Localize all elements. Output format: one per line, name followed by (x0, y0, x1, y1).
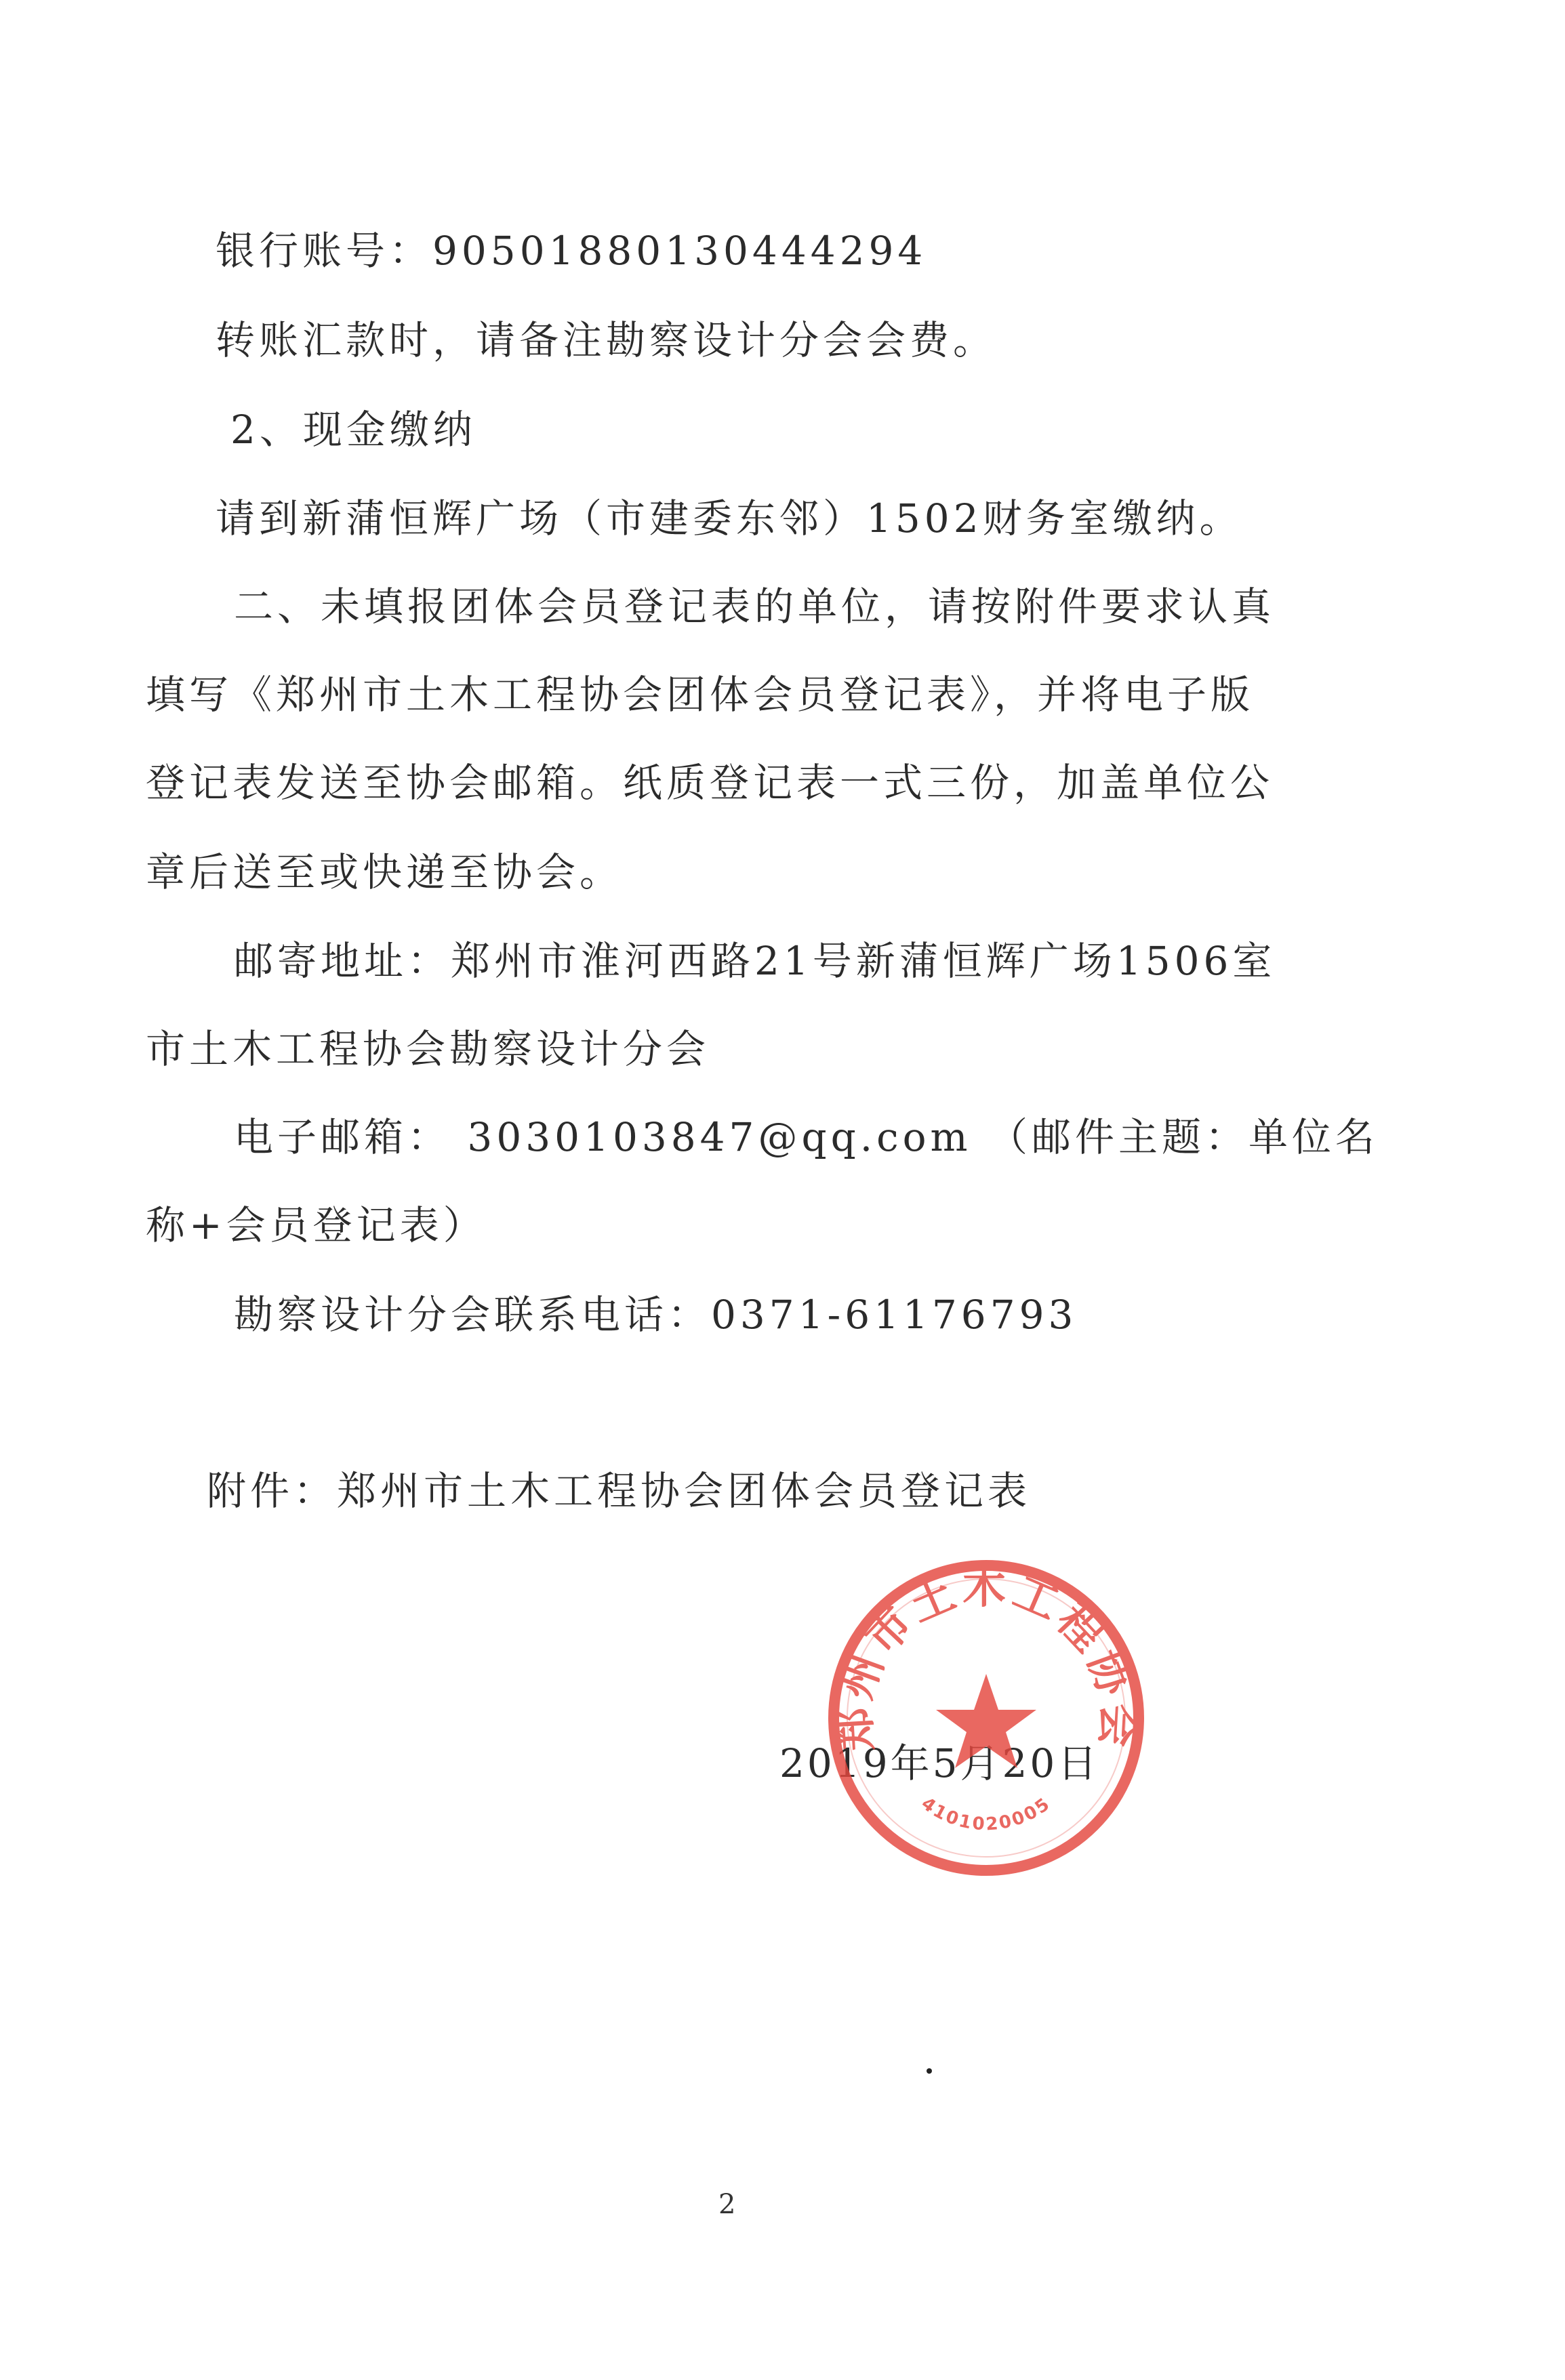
email-line-2 (146, 1198, 487, 1252)
paragraph-text: 电子邮箱： 3030103847@qq.com （邮件主题：单位名 (234, 1114, 1379, 1160)
paragraph-text: 附件：郑州市土木工程协会团体会员登记表 (207, 1468, 1032, 1514)
seal-star-icon (936, 1674, 1036, 1768)
paragraph-text: 银行账号：90501880130444294 (216, 228, 927, 274)
cash-address-line (216, 491, 1243, 546)
mail-address-line-2 (146, 1022, 710, 1076)
paragraph-text: 章后送至或快递至协会。 (146, 849, 624, 895)
section2-line-3 (146, 756, 1274, 810)
paragraph-text: 勘察设计分会联系电话：0371-61176793 (234, 1292, 1078, 1338)
paragraph-text: 请到新蒲恒辉广场（市建委东邻）1502财务室缴纳。 (216, 495, 1243, 541)
attachment-line (207, 1464, 1031, 1518)
section2-line-2 (146, 668, 1254, 722)
paragraph-text: 称+会员登记表） (146, 1202, 487, 1248)
transfer-note-line (216, 313, 996, 367)
email-line-1 (234, 1110, 1379, 1164)
bank-account-line (216, 224, 927, 278)
paragraph-text: 转账汇款时，请备注勘察设计分会会费。 (216, 317, 997, 363)
cash-heading-line (230, 403, 476, 457)
paragraph-text: 登记表发送至协会邮箱。纸质登记表一式三份，加盖单位公 (146, 760, 1274, 806)
official-seal (824, 1555, 1149, 1881)
seal-text: 郑州市土木工程协会 (829, 1563, 1143, 1752)
paragraph-text: 市土木工程协会勘察设计分会 (146, 1026, 710, 1072)
paragraph-text: 二、未填报团体会员登记表的单位，请按附件要求认真 (234, 583, 1276, 630)
scan-speck (927, 2068, 932, 2074)
paragraph-text: 2、现金缴纳 (230, 407, 476, 453)
phone-line (234, 1288, 1077, 1342)
document-date: 2019年5月20日 (779, 1740, 1100, 1786)
page-number: 2 (718, 2189, 736, 2220)
mail-address-line-1 (234, 934, 1276, 988)
section2-line-4 (146, 845, 623, 899)
paragraph-text: 填写《郑州市土木工程协会团体会员登记表》，并将电子版 (146, 672, 1255, 718)
paragraph-text: 邮寄地址：郑州市淮河西路21号新蒲恒辉广场1506室 (234, 938, 1276, 984)
section2-line-1 (234, 579, 1275, 634)
seal-code: 4101020005 (917, 1793, 1055, 1835)
